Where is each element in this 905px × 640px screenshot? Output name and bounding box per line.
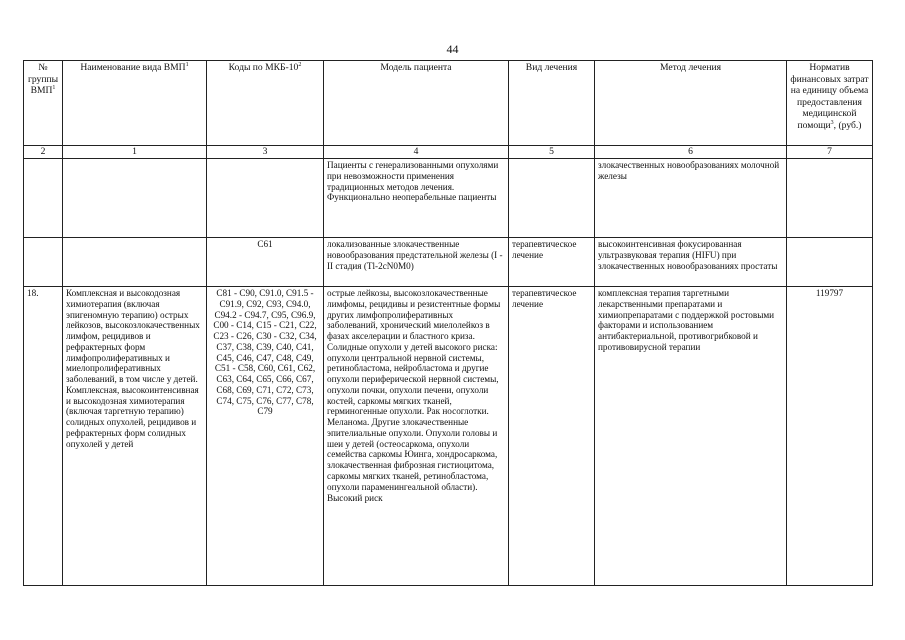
- column-number: 5: [509, 146, 595, 159]
- cell-method: злокачественных новообразованиях молочной железы: [595, 159, 787, 238]
- cell-method: высокоинтенсивная фокусированная ультразвуковая терапия (HIFU) при злокачественных новообразованиях простаты: [595, 238, 787, 287]
- cell-model: острые лейкозы, высокозлокачественные лимфомы, рецидивы и резистентные формы других лимфопролиферативных заболеваний, хронический миелолейкоз в фазах акселерации и бластного криза. Солидные опухоли у детей высокого риска: опухоли центральной нервной системы, ретинобластома, нейробластома и другие опухоли периферической нервной системы, опухоли почки, опухоли печени, опухоли костей, саркомы мягких тканей, герминогенные опухоли. Рак носоглотки. Меланома. Другие злокачественные эпителиальные опухоли. Опухоли головы и шеи у детей (остеосаркома, опухоли семейства саркомы Юинга, хондросаркома, злокачественная фиброзная гистиоцитома, саркомы мягких тканей, ретинобластома, опухоли параменингеальной области). Высокий риск: [324, 287, 509, 586]
- header-norm: Норматив финансовых затрат на единицу объема предоставления медицинской помощи$^3$, (руб.): [787, 61, 873, 146]
- cell-norm: [787, 159, 873, 238]
- cell-group: [24, 159, 63, 238]
- page-number: 44: [446, 42, 459, 56]
- column-number: 2: [24, 146, 63, 159]
- table-row: [24, 159, 873, 238]
- header-row: [24, 61, 873, 146]
- cell-group: [24, 238, 63, 287]
- header-model: Модель пациента: [324, 61, 509, 146]
- cell-model: Пациенты с генерализованными опухолями при невозможности применения традиционных методов лечения. Функционально неоперабельные пациенты: [324, 159, 509, 238]
- cell-name: [63, 238, 207, 287]
- table-row: [24, 238, 873, 287]
- cell-norm: [787, 238, 873, 287]
- cell-group: 18.: [24, 287, 63, 586]
- cell-name: Комплексная и высокодозная химиотерапия (включая эпигеномную терапию) острых лейкозов, высокозлокачественных лимфом, рецидивов и рефрактерных форм лимфопролиферативных и миелопролиферативных заболеваний, в том числе у детей. Комплексная, высокоинтенсивная и высокодозная химиотерапия (включая таргетную терапию) солидных опухолей, рецидивов и рефрактерных форм солидных опухолей у детей: [63, 287, 207, 586]
- cell-codes: [207, 159, 324, 238]
- cell-codes: C81 - C90, C91.0, C91.5 - C91.9, C92, C93, C94.0, C94.2 - C94.7, C95, C96.9, C00 - C14, C15 - C21, C22, C23 - C26, C30 - C32, C34, C37, C38, C39, C40, C41, C45, C46, C47, C48, C49, C51 - C58, C60, C61, C62, C63, C64, C65, C66, C67, C68, C69, C71, C72, C73, C74, C75, C76, C77, C78, C79: [207, 287, 324, 586]
- column-number: 7: [787, 146, 873, 159]
- column-number: 1: [63, 146, 207, 159]
- column-number: 6: [595, 146, 787, 159]
- cell-name: [63, 159, 207, 238]
- cell-codes: C61: [207, 238, 324, 287]
- column-number-row: [24, 146, 873, 159]
- header-name: Наименование вида ВМП$^1$: [63, 61, 207, 146]
- header-group: № группы ВМП$^1$: [24, 61, 63, 146]
- header-treatment: Вид лечения: [509, 61, 595, 146]
- column-number: 3: [207, 146, 324, 159]
- column-number: 4: [324, 146, 509, 159]
- vmp-table: [23, 60, 873, 586]
- cell-norm: 119797: [787, 287, 873, 586]
- header-codes: Коды по МКБ-$10^2$: [207, 61, 324, 146]
- header-method: Метод лечения: [595, 61, 787, 146]
- cell-method: комплексная терапия таргетными лекарственными препаратами и химиопрепаратами с поддержкой ростовыми факторами и использованием антибактериальной, противогрибковой и противовирусной терапии: [595, 287, 787, 586]
- table-row: [24, 287, 873, 586]
- cell-treatment: [509, 159, 595, 238]
- cell-model: локализованные злокачественные новообразования предстательной железы (I - II стадия (Tl-2cN0M0): [324, 238, 509, 287]
- cell-treatment: терапевтическое лечение: [509, 287, 595, 586]
- cell-treatment: терапевтическое лечение: [509, 238, 595, 287]
